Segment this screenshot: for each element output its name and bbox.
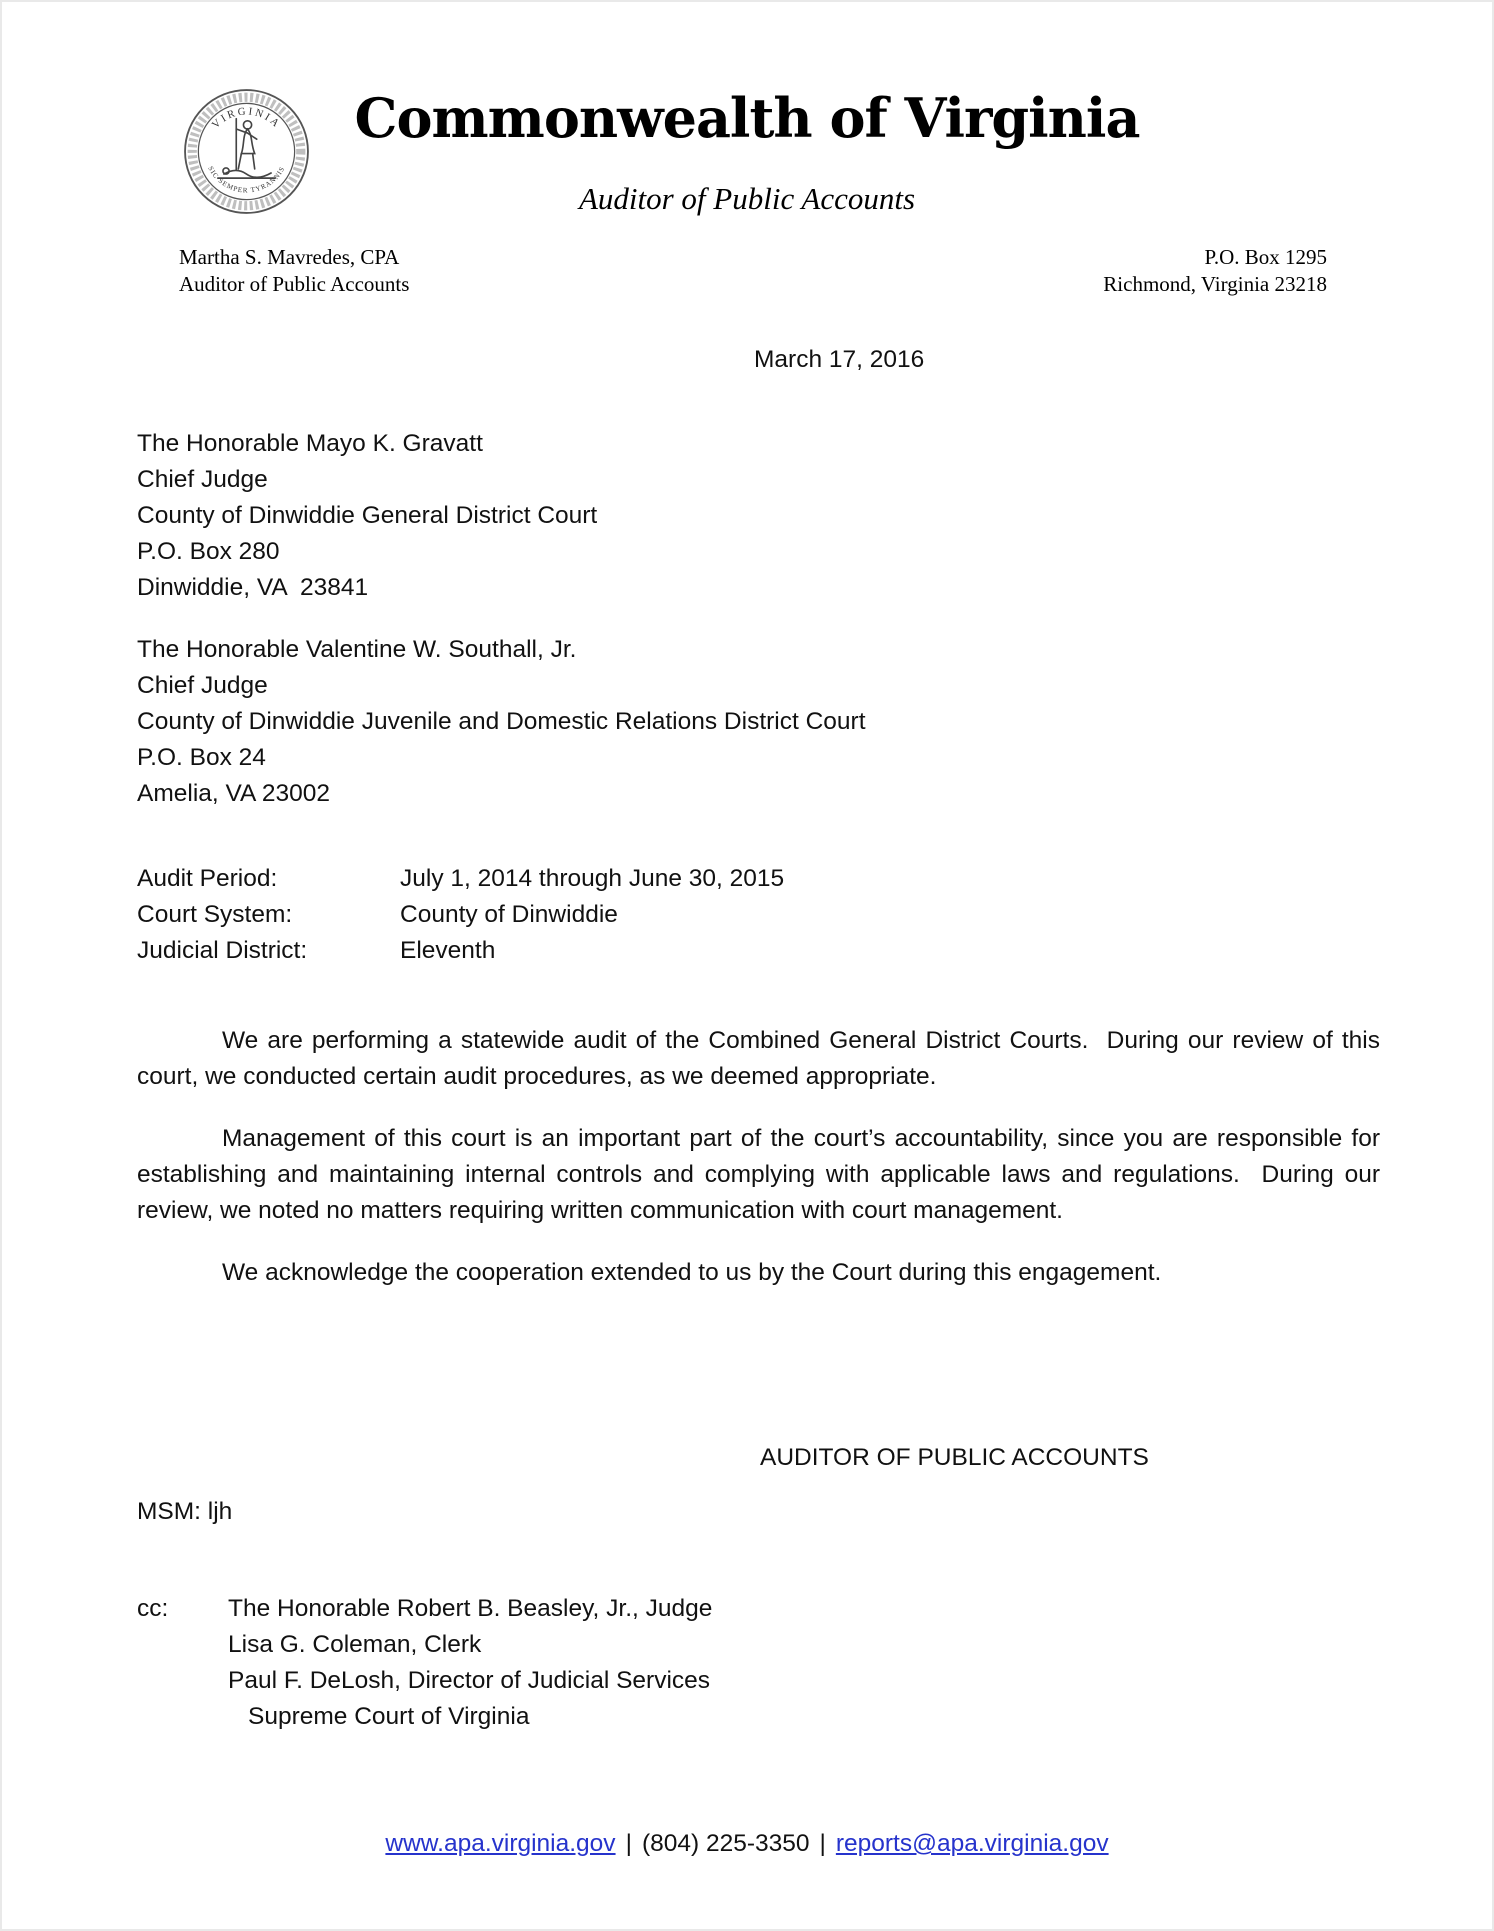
recipient-title: Chief Judge	[137, 466, 268, 493]
email-link[interactable]: reports@apa.virginia.gov	[835, 1830, 1109, 1857]
recipient-po-box: P.O. Box 24	[137, 744, 266, 771]
letter-date: March 17, 2016	[754, 346, 925, 373]
cc-label: cc:	[137, 1595, 169, 1622]
court-system-row	[137, 897, 1380, 933]
cc-block	[137, 1591, 1380, 1735]
seal-top-text: VIRGINIA	[209, 105, 284, 132]
footer-separator: |	[819, 1830, 826, 1857]
audit-period-row	[137, 861, 1380, 897]
judicial-district-row	[137, 933, 1380, 969]
seal-bottom-text: SIC SEMPER TYRANNIS	[206, 165, 287, 195]
letterhead-city-state-zip: Richmond, Virginia 23218	[1103, 272, 1327, 296]
letter-body	[0, 342, 1494, 1735]
cc-item-suborg: Supreme Court of Virginia	[248, 1703, 530, 1730]
recipient-title: Chief Judge	[137, 672, 268, 699]
audit-period-label: Audit Period:	[137, 865, 278, 892]
recipient-po-box: P.O. Box 280	[137, 538, 280, 565]
phone-number: (804) 225-3350	[641, 1830, 810, 1857]
recipient-block-1	[137, 426, 1380, 606]
recipient-court: County of Dinwiddie General District Court	[137, 502, 598, 529]
court-system-label: Court System:	[137, 901, 293, 928]
paragraph-management: Management of this court is an important part of the court’s accountability, since you are responsible for establishing and maintaining internal controls and complying with applicable laws and regulations. During our review, we noted no matters requiring written communication with court management.	[137, 1125, 1387, 1224]
recipient-court: County of Dinwiddie Juvenile and Domestic Relations District Court	[137, 708, 866, 735]
cc-item: The Honorable Robert B. Beasley, Jr., Judge	[228, 1595, 713, 1622]
audit-period-value: July 1, 2014 through June 30, 2015	[400, 865, 785, 892]
letterhead-official-block	[179, 244, 409, 298]
recipient-block-2	[137, 632, 1380, 812]
letterhead-address-block	[1103, 244, 1327, 298]
website-link[interactable]: www.apa.virginia.gov	[385, 1830, 616, 1857]
paragraph-acknowledgement: We acknowledge the cooperation extended to us by the Court during this engagement.	[222, 1259, 1162, 1286]
signature-line: AUDITOR OF PUBLIC ACCOUNTS	[760, 1444, 1149, 1471]
letter-footer	[0, 1826, 1494, 1862]
recipient-city-state-zip: Dinwiddie, VA 23841	[137, 574, 369, 601]
cc-names	[228, 1591, 1380, 1735]
letterhead-title: Commonwealth of Virginia	[354, 86, 1140, 150]
judicial-district-value: Eleventh	[400, 937, 496, 964]
judicial-district-label: Judicial District:	[137, 937, 308, 964]
recipient-name: The Honorable Valentine W. Southall, Jr.	[137, 636, 577, 663]
letterhead-subtitle: Auditor of Public Accounts	[578, 181, 916, 216]
cc-item: Lisa G. Coleman, Clerk	[228, 1631, 482, 1658]
paragraph-statewide-audit: We are performing a statewide audit of the Combined General District Courts. During our review of this court, we conducted certain audit procedures, as we deemed appropriate.	[137, 1027, 1387, 1090]
audit-info-block	[137, 861, 1380, 969]
reference-initials: MSM: ljh	[137, 1498, 233, 1525]
cc-item: Paul F. DeLosh, Director of Judicial Services	[228, 1667, 711, 1694]
recipient-city-state-zip: Amelia, VA 23002	[137, 780, 330, 807]
recipient-name: The Honorable Mayo K. Gravatt	[137, 430, 483, 457]
official-title: Auditor of Public Accounts	[179, 272, 410, 296]
letterhead-po-box: P.O. Box 1295	[1204, 245, 1327, 269]
court-system-value: County of Dinwiddie	[400, 901, 618, 928]
footer-separator: |	[625, 1830, 632, 1857]
official-name: Martha S. Mavredes, CPA	[179, 245, 400, 269]
letterhead	[0, 0, 1494, 342]
